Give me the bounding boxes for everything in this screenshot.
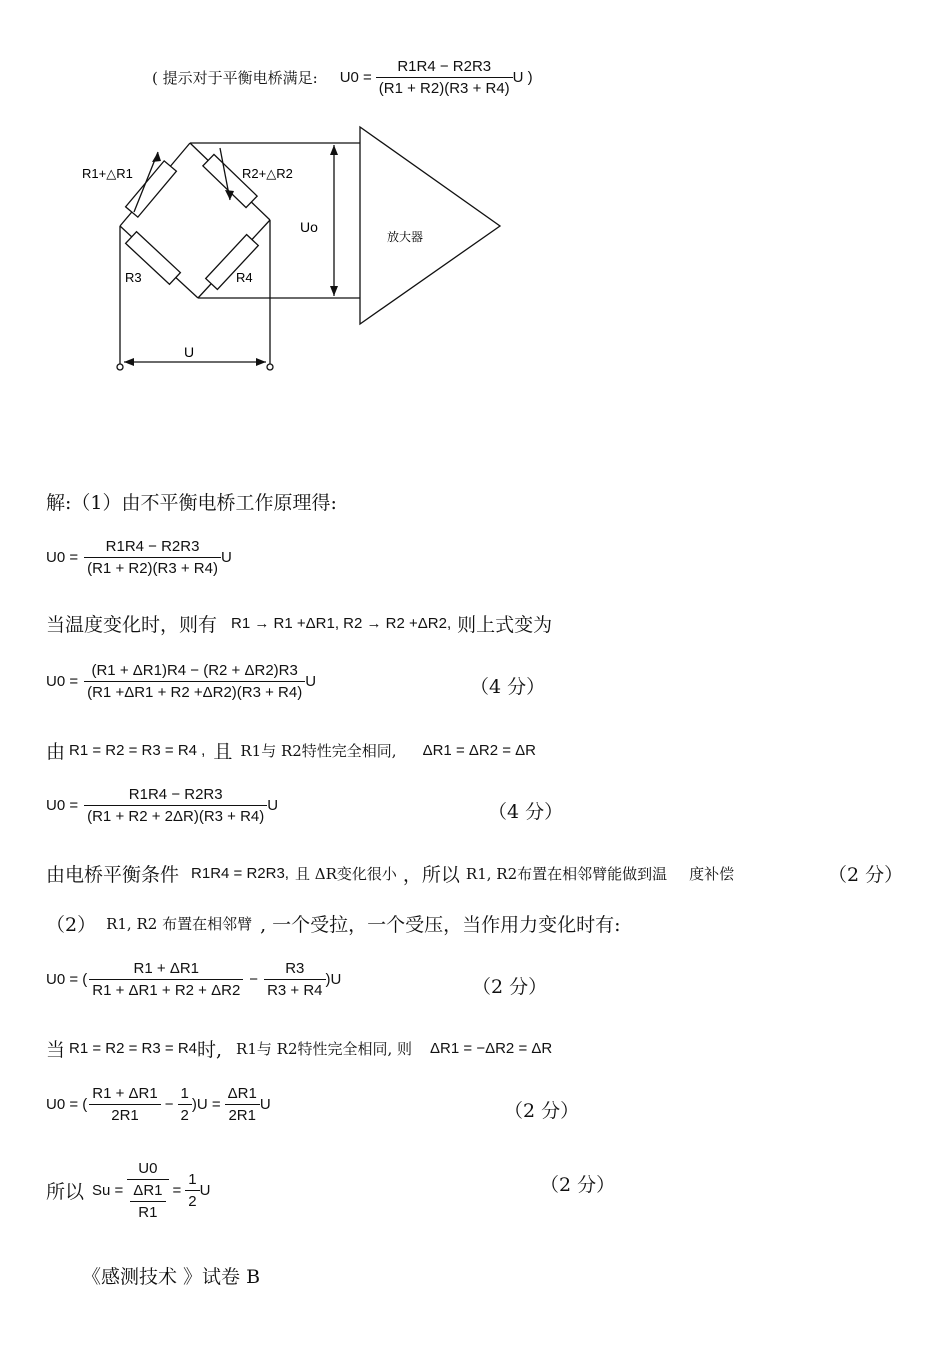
eq1-lhs: U0 =	[46, 549, 79, 566]
eq4-fraction-2	[264, 960, 325, 999]
line3-c: R1与 R2特性完全相同,	[240, 742, 397, 760]
eq6-equals: =	[172, 1182, 182, 1199]
line2-tail: 则上式变为	[457, 614, 553, 636]
line-temperature-change	[46, 610, 552, 637]
line3-d: ΔR1 = ΔR2 = ΔR	[422, 742, 537, 759]
label-uo: Uo	[300, 219, 318, 235]
eq5-fraction-1	[89, 1085, 160, 1124]
equation-5	[46, 1085, 271, 1124]
eq3-denominator: (R1 + R2 + 2ΔR)(R3 + R4)	[87, 808, 265, 825]
hint-lhs: U0 =	[339, 69, 372, 86]
label-r3: R3	[125, 270, 142, 285]
equation-4	[46, 960, 341, 999]
eq2-lhs: U0 =	[46, 673, 79, 690]
eq1-numerator: R1R4 − R2R3	[84, 538, 221, 558]
eq3-numerator: R1R4 − R2R3	[84, 786, 267, 806]
line4-c: ，所以	[402, 864, 460, 886]
eq6-inner-denominator: R1	[138, 1204, 158, 1221]
eq4-minus: −	[249, 971, 259, 988]
line5-a: （2）	[46, 914, 97, 936]
line6-c: R1与 R2特性完全相同, 则	[236, 1040, 413, 1058]
line2-text: 当温度变化时，则有	[46, 614, 218, 636]
eq2-fraction	[84, 662, 305, 701]
eq3-fraction	[84, 786, 267, 825]
line3-b: 且	[213, 741, 233, 763]
eq4-score: （2 分）	[472, 976, 548, 998]
eq6-fraction-2	[185, 1171, 199, 1210]
eq6-denominator	[127, 1180, 168, 1221]
eq6-tail: U	[199, 1182, 211, 1199]
eq6-fraction-1	[127, 1160, 168, 1221]
eq6-inner-numerator: ΔR1	[130, 1182, 165, 1202]
eq1-denominator: (R1 + R2)(R3 + R4)	[87, 560, 218, 577]
eq5-lhs: U0 = (	[46, 1096, 88, 1113]
line3-a: 由	[46, 741, 66, 763]
eq4-fraction-1	[89, 960, 243, 999]
eq4-denominator-2: R3 + R4	[267, 982, 323, 999]
line6-a: 当	[46, 1039, 66, 1061]
eq4-numerator-1: R1 + ΔR1	[89, 960, 243, 980]
eq4-numerator-2: R3	[264, 960, 325, 980]
line2-math: R1 → R1 +ΔR1, R2 → R2 +ΔR2,	[231, 615, 452, 632]
label-r1: R1+△R1	[82, 166, 133, 181]
eq1-fraction	[84, 538, 221, 577]
eq1-tail: U	[220, 549, 232, 566]
label-r2: R2+△R2	[242, 166, 293, 181]
eq5-mid: )U =	[191, 1096, 221, 1113]
equation-6	[46, 1160, 210, 1221]
amplifier-triangle	[360, 127, 500, 324]
line4-d: R1, R2布置在相邻臂能做到温	[465, 865, 668, 883]
eq6-numerator-2: 1	[185, 1171, 199, 1191]
line4-e: 度补偿	[689, 865, 735, 883]
solution-step1-heading: 解:（1）由不平衡电桥工作原理得:	[46, 492, 337, 514]
bridge-circuit-diagram	[0, 0, 950, 400]
line-equal-resistors	[46, 737, 536, 764]
eq5-numerator-3: ΔR1	[225, 1085, 260, 1105]
line5-b: R1, R2 布置在相邻臂	[106, 915, 253, 933]
eq6-numerator: U0	[127, 1160, 168, 1180]
line-step2	[46, 910, 621, 937]
eq5-score: （2 分）	[504, 1100, 580, 1122]
hint-numerator: R1R4 − R2R3	[376, 58, 513, 78]
line-equal-condition	[46, 1035, 552, 1062]
eq2-denominator: (R1 +ΔR1 + R2 +ΔR2)(R3 + R4)	[87, 684, 303, 701]
equation-2	[46, 662, 316, 701]
eq4-tail: )U	[325, 971, 342, 988]
line5-c: , 一个受拉，一个受压，当作用力变化时有:	[260, 914, 621, 936]
line4-b: 且 ΔR变化很小	[294, 865, 397, 883]
eq3-score: （4 分）	[488, 801, 564, 823]
line3-math: R1 = R2 = R3 = R4 ,	[69, 742, 206, 759]
line4-math: R1R4 = R2R3,	[191, 865, 289, 882]
eq2-score: （4 分）	[470, 676, 546, 698]
eq2-tail: U	[305, 673, 317, 690]
eq6-denominator-2: 2	[188, 1193, 197, 1210]
line4-a: 由电桥平衡条件	[46, 864, 180, 886]
line6-d: ΔR1 = −ΔR2 = ΔR	[430, 1040, 553, 1057]
line7-a: 所以	[46, 1181, 85, 1203]
hint-suffix: U )	[512, 69, 533, 86]
eq6-score: （2 分）	[540, 1174, 616, 1196]
eq5-fraction-3	[225, 1085, 260, 1124]
eq5-denominator-2: 2	[180, 1107, 189, 1124]
eq5-denominator-1: 2R1	[111, 1107, 139, 1124]
hint-prefix: ( 提示对于平衡电桥满足:	[152, 69, 318, 87]
eq3-tail: U	[267, 797, 279, 814]
eq5-numerator-2: 1	[178, 1085, 192, 1105]
equation-1	[46, 538, 232, 577]
eq4-lhs: U0 = (	[46, 971, 88, 988]
line6-b: 时,	[197, 1039, 223, 1061]
eq5-fraction-2	[178, 1085, 192, 1124]
equation-3	[46, 786, 278, 825]
line6-math: R1 = R2 = R3 = R4	[69, 1040, 197, 1057]
eq5-tail: U	[259, 1096, 271, 1113]
eq4-denominator-1: R1 + ΔR1 + R2 + ΔR2	[92, 982, 241, 999]
label-r4: R4	[236, 270, 253, 285]
hint-denominator: (R1 + R2)(R3 + R4)	[378, 80, 510, 97]
eq6-inner-fraction	[130, 1182, 165, 1221]
line-balance-condition	[46, 860, 734, 887]
line4-score: （2 分）	[828, 864, 904, 886]
eq5-minus: −	[164, 1096, 174, 1113]
eq2-numerator: (R1 + ΔR1)R4 − (R2 + ΔR2)R3	[84, 662, 305, 682]
label-u: U	[184, 344, 195, 360]
eq5-denominator-3: 2R1	[228, 1107, 256, 1124]
label-amplifier: 放大器	[387, 230, 424, 244]
eq6-lhs: Su =	[92, 1182, 124, 1199]
footer-exam-title: 《感测技术 》试卷 B	[82, 1266, 261, 1288]
eq3-lhs: U0 =	[46, 797, 79, 814]
eq5-numerator-1: R1 + ΔR1	[89, 1085, 160, 1105]
